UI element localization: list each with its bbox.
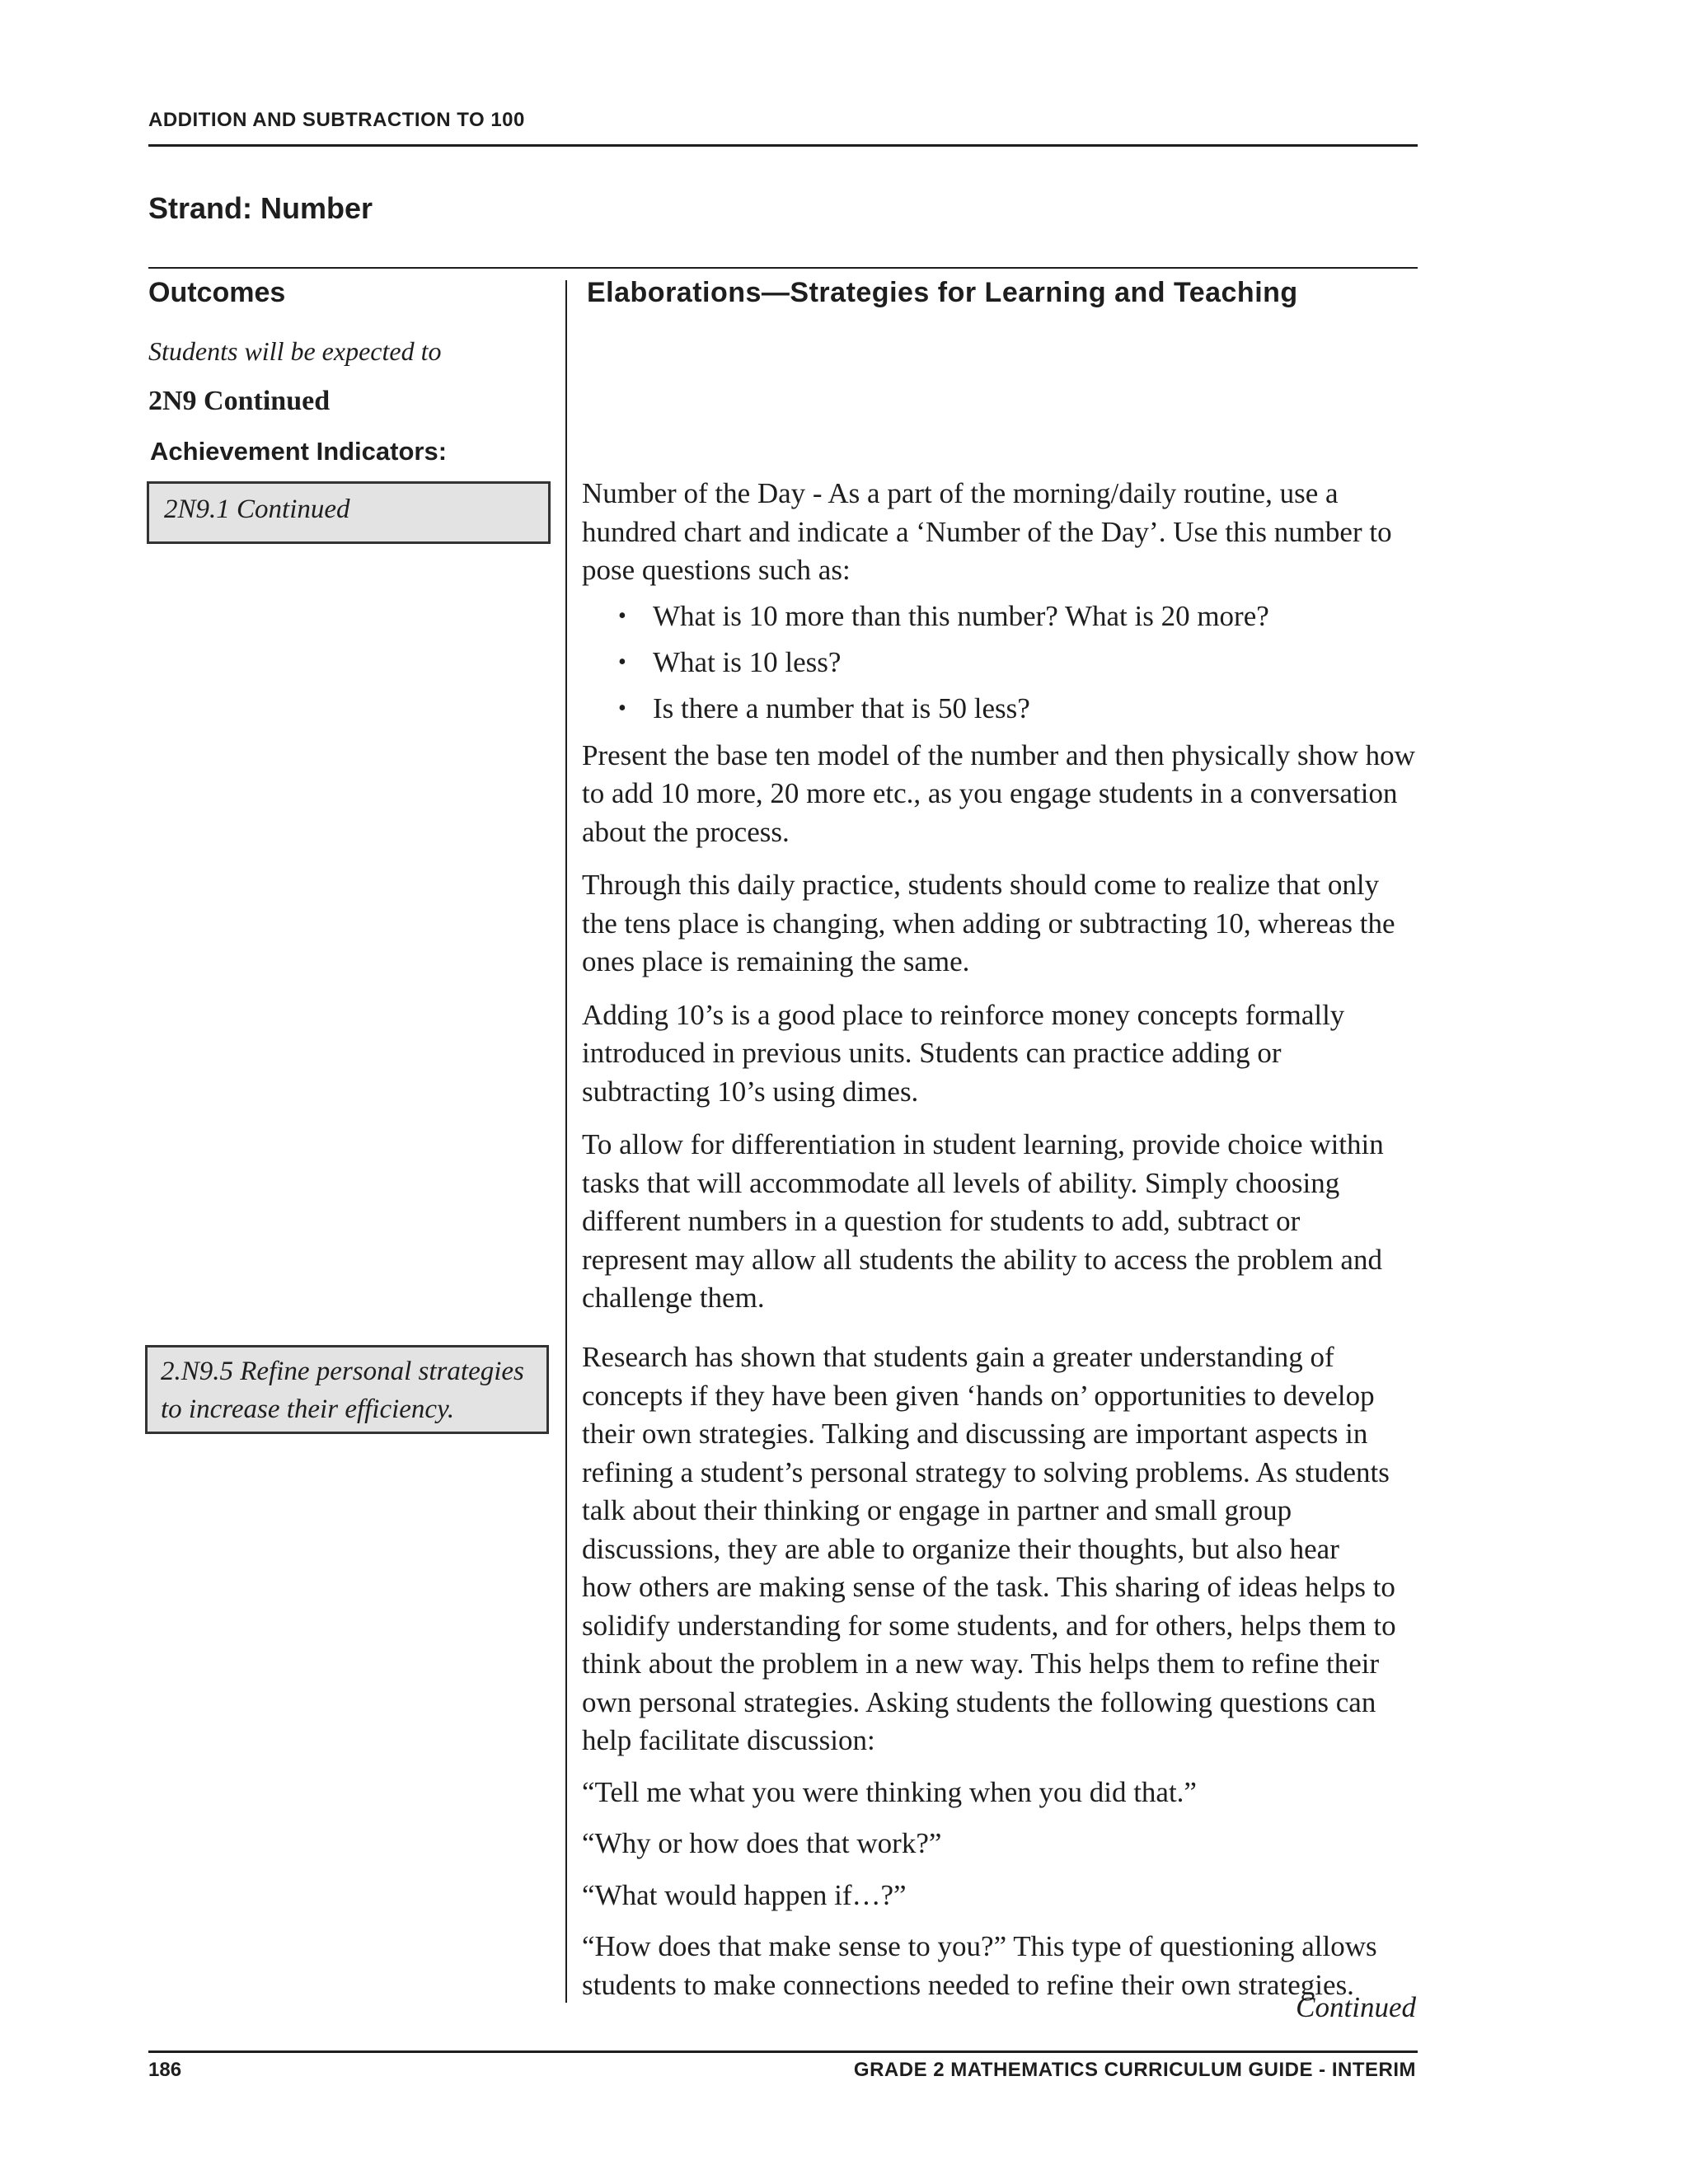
bullet-icon: • [618, 695, 626, 721]
text-line: pose questions such as: [582, 554, 851, 586]
strand-title: Strand: Number [148, 191, 373, 225]
indicator-line: 2N9.1 Continued [164, 494, 350, 524]
text-line: hundred chart and indicate a ‘Number of the Day’. Use this number to [582, 515, 1392, 548]
list-item: • What is 10 less? [582, 640, 1431, 686]
number-of-day-paragraph [582, 475, 1431, 590]
page-number: 186 [148, 2059, 182, 2081]
research-paragraph: Research has shown that students gain a greater understanding of concepts if they have been given ‘hands on’ opportunities to develop their own strategies. Talking and discussing are important aspects in refining a student’s personal strategy to solving problems. As students talk about their thinking or engage in partner and small group discussions, they are able to organize their thoughts, but also hear how others are making sense of the task. This sharing of ideas helps to solidify understanding for some students, and for others, helps them to think about the problem in a new way. This helps them to refine their own personal strategies. Asking students the following questions can help facilitate discussion: [582, 1341, 1396, 1756]
header-rule [148, 144, 1418, 147]
paragraph: To allow for differentiation in student learning, provide choice within tasks that will accommodate all levels of ability. Simply choosing different numbers in a question for students to add, subtract or represent may allow all students the ability to access the problem and challenge them. [582, 1128, 1384, 1314]
paragraph: Through this daily practice, students should come to realize that only the tens place is changing, when adding or subtracting 10, whereas the ones place is remaining the same. [582, 869, 1395, 977]
elaborations-heading: Elaborations—Strategies for Learning and Teaching [587, 277, 1298, 308]
paragraph: Present the base ten model of the number and then physically show how to add 10 more, 20 more etc., as you engage students in a conversation about the process. [582, 738, 1415, 848]
quote: “What would happen if…?” [582, 1878, 907, 1911]
indicator-line: 2.N9.5 Refine personal strategies [161, 1357, 524, 1386]
running-head: ADDITION AND SUBTRACTION TO 100 [148, 109, 525, 131]
list-item: • Is there a number that is 50 less? [582, 686, 1431, 732]
expected-text: Students will be expected to [148, 336, 442, 366]
paragraph: Adding 10’s is a good place to reinforce money concepts formally introduced in previous units. Students can practice adding or subtracting 10’s using dimes. [582, 998, 1345, 1108]
bullet-icon: • [618, 649, 626, 675]
outcome-label: 2N9 Continued [148, 386, 331, 416]
achievement-indicators-heading: Achievement Indicators: [150, 437, 448, 466]
bullet-icon: • [618, 602, 626, 629]
outcomes-heading: Outcomes [148, 277, 286, 308]
continued-label: Continued [1296, 1991, 1416, 2023]
footer-rule [148, 2050, 1418, 2053]
guide-title: GRADE 2 MATHEMATICS CURRICULUM GUIDE - INTERIM [853, 2059, 1416, 2081]
quote: “Why or how does that work?” [582, 1827, 942, 1859]
text-line: Number of the Day - As a part of the morning/daily routine, use a [582, 477, 1339, 509]
indicator-box-2n9-1 [147, 481, 551, 544]
elaborations-section-1 [582, 475, 1431, 1318]
list-item: • What is 10 more than this number? What is 20 more? [582, 593, 1431, 640]
closing-paragraph: “How does that make sense to you?” This type of questioning allows students to make connections needed to refine their own strategies. [582, 1930, 1377, 2001]
indicator-box-2n9-5 [145, 1345, 549, 1434]
elaborations-section-2 [582, 1338, 1431, 2004]
column-divider [565, 280, 567, 2003]
indicator-line: to increase their efficiency. [161, 1394, 455, 1424]
question-list [582, 593, 1431, 732]
quote: “Tell me what you were thinking when you did that.” [582, 1775, 1197, 1808]
section-rule [148, 267, 1418, 269]
